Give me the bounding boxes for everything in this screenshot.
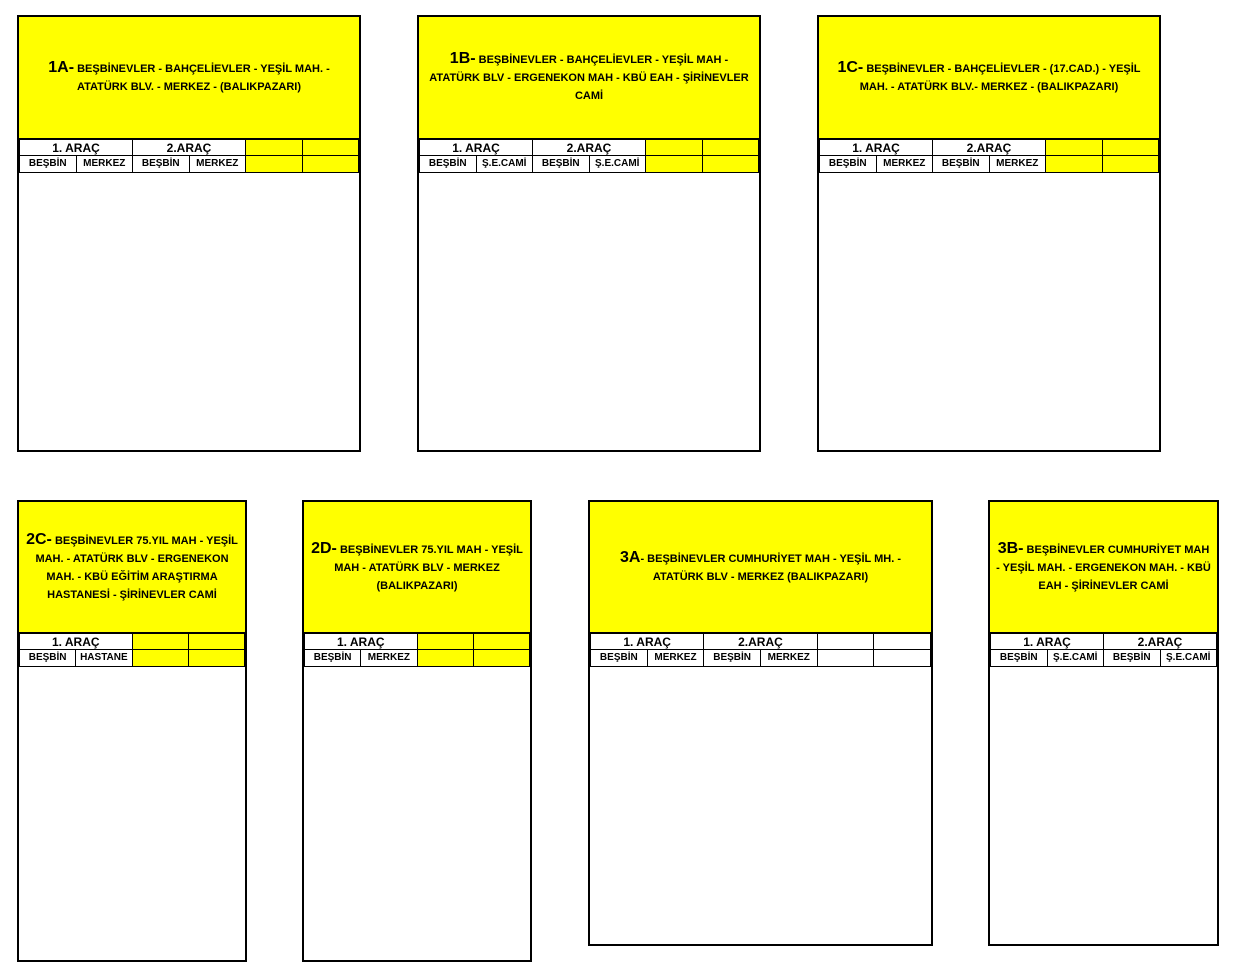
empty-cell (817, 650, 874, 666)
column-header: MERKEZ (361, 650, 417, 666)
highlight-cell (1102, 140, 1159, 156)
route-code: 1C- (837, 59, 864, 76)
panel-1B (417, 15, 761, 452)
column-header: BEŞBİN (1104, 650, 1161, 666)
panel-3B (988, 500, 1219, 946)
column-header: BEŞBİN (933, 156, 990, 172)
route-title (310, 540, 524, 595)
highlight-cell (702, 140, 759, 156)
column-header: Ş.E.CAMİ (476, 156, 533, 172)
highlight-cell (1046, 156, 1103, 172)
column-header-row (305, 650, 530, 666)
panel-header (19, 502, 245, 633)
vehicle-header-row (20, 140, 359, 156)
vehicle-header-row (591, 634, 931, 650)
vehicle-header-row (820, 140, 1159, 156)
route-code: 1B- (449, 50, 476, 67)
column-header: Ş.E.CAMİ (1160, 650, 1217, 666)
column-header: MERKEZ (760, 650, 817, 666)
route-code: 3A (619, 548, 641, 566)
highlight-cell (188, 634, 244, 650)
vehicle-label: 2.ARAÇ (133, 140, 246, 156)
panel-2C (17, 500, 247, 962)
vehicle-label: 1. ARAÇ (420, 140, 533, 156)
highlight-cell (246, 140, 303, 156)
vehicle-label: 2.ARAÇ (704, 634, 817, 650)
column-header: MERKEZ (989, 156, 1046, 172)
route-code: 1A- (48, 59, 75, 76)
column-header: MERKEZ (647, 650, 704, 666)
timetable (590, 633, 931, 666)
vehicle-label: 1. ARAÇ (820, 140, 933, 156)
column-header: Ş.E.CAMİ (589, 156, 646, 172)
panel-header (590, 502, 931, 633)
highlight-cell (473, 650, 529, 666)
route-title (996, 540, 1211, 595)
panel-header (990, 502, 1217, 633)
panel-1A (17, 15, 361, 452)
highlight-cell (246, 156, 303, 172)
timetable (990, 633, 1217, 666)
vehicle-label: 1. ARAÇ (305, 634, 418, 650)
highlight-cell (646, 156, 703, 172)
vehicle-label: 2.ARAÇ (1104, 634, 1217, 650)
vehicle-header-row (420, 140, 759, 156)
column-header: BEŞBİN (591, 650, 648, 666)
route-title (825, 59, 1153, 96)
route-code: 2D- (311, 539, 337, 557)
column-header: BEŞBİN (533, 156, 590, 172)
vehicle-label: 2.ARAÇ (533, 140, 646, 156)
timetable (19, 633, 245, 666)
panel-3A (588, 500, 933, 946)
column-header: MERKEZ (876, 156, 933, 172)
column-header-row (591, 650, 931, 666)
route-stops: BEŞBİNEVLER - BAHÇELİEVLER - YEŞİL MAH - ATATÜRK BLV - ERGENEKON MAH - KBÜ EAH - ŞİRİNEVLER CAMİ (429, 54, 749, 102)
panel-header (819, 17, 1159, 139)
highlight-cell (188, 650, 244, 666)
route-stops: BEŞBİNEVLER - BAHÇELİEVLER - (17.CAD.) - YEŞİL MAH. - ATATÜRK BLV.- MERKEZ - (BALIKPAZARI) (859, 63, 1141, 93)
highlight-cell (417, 650, 473, 666)
column-header: BEŞBİN (133, 156, 190, 172)
highlight-cell (302, 140, 359, 156)
empty-cell (817, 634, 874, 650)
timetable (19, 139, 359, 172)
highlight-cell (702, 156, 759, 172)
empty-cell (874, 650, 931, 666)
route-title (596, 549, 925, 586)
route-title (25, 59, 353, 96)
panel-header (304, 502, 530, 633)
route-stops: - BEŞBİNEVLER CUMHURİYET MAH - YEŞİL MH. - ATATÜRK BLV - MERKEZ (BALIKPAZARI) (640, 552, 901, 583)
column-header: BEŞBİN (820, 156, 877, 172)
timetable (304, 633, 530, 666)
column-header: Ş.E.CAMİ (1047, 650, 1104, 666)
column-header: BEŞBİN (20, 650, 76, 666)
column-header-row (420, 156, 759, 172)
route-stops: BEŞBİNEVLER 75.YIL MAH - YEŞİL MAH - ATATÜRK BLV - MERKEZ (BALIKPAZARI) (334, 543, 523, 592)
column-header: BEŞBİN (305, 650, 361, 666)
timetable (419, 139, 759, 172)
empty-cell (874, 634, 931, 650)
vehicle-label: 2.ARAÇ (933, 140, 1046, 156)
column-header: BEŞBİN (20, 156, 77, 172)
highlight-cell (473, 634, 529, 650)
route-stops: BEŞBİNEVLER CUMHURİYET MAH - YEŞİL MAH. - ERGENEKON MAH. - KBÜ EAH - ŞİRİNEVLER CAMİ (996, 543, 1211, 592)
column-header: BEŞBİN (420, 156, 477, 172)
column-header-row (820, 156, 1159, 172)
route-stops: BEŞBİNEVLER - BAHÇELİEVLER - YEŞİL MAH. - ATATÜRK BLV. - MERKEZ - (BALIKPAZARI) (76, 63, 330, 93)
route-title (425, 50, 753, 105)
highlight-cell (1046, 140, 1103, 156)
panel-header (19, 17, 359, 139)
column-header: HASTANE (76, 650, 132, 666)
timetable (819, 139, 1159, 172)
vehicle-label: 1. ARAÇ (991, 634, 1104, 650)
highlight-cell (417, 634, 473, 650)
route-code: 2C- (26, 530, 52, 548)
column-header-row (991, 650, 1217, 666)
column-header: BEŞBİN (704, 650, 761, 666)
highlight-cell (646, 140, 703, 156)
column-header-row (20, 156, 359, 172)
vehicle-label: 1. ARAÇ (591, 634, 704, 650)
panel-header (419, 17, 759, 139)
vehicle-header-row (991, 634, 1217, 650)
highlight-cell (302, 156, 359, 172)
column-header: BEŞBİN (991, 650, 1048, 666)
vehicle-header-row (20, 634, 245, 650)
panel-2D (302, 500, 532, 962)
route-title (25, 531, 239, 604)
highlight-cell (132, 650, 188, 666)
column-header-row (20, 650, 245, 666)
vehicle-label: 1. ARAÇ (20, 140, 133, 156)
route-code: 3B- (997, 539, 1024, 557)
column-header: MERKEZ (76, 156, 133, 172)
vehicle-header-row (305, 634, 530, 650)
column-header: MERKEZ (189, 156, 246, 172)
highlight-cell (132, 634, 188, 650)
route-stops: BEŞBİNEVLER 75.YIL MAH - YEŞİL MAH. - ATATÜRK BLV - ERGENEKON MAH. - KBÜ EĞİTİM ARAŞTIRMA HASTANESİ - ŞİRİNEVLER CAMİ (35, 534, 238, 601)
vehicle-label: 1. ARAÇ (20, 634, 133, 650)
panel-1C (817, 15, 1161, 452)
highlight-cell (1102, 156, 1159, 172)
